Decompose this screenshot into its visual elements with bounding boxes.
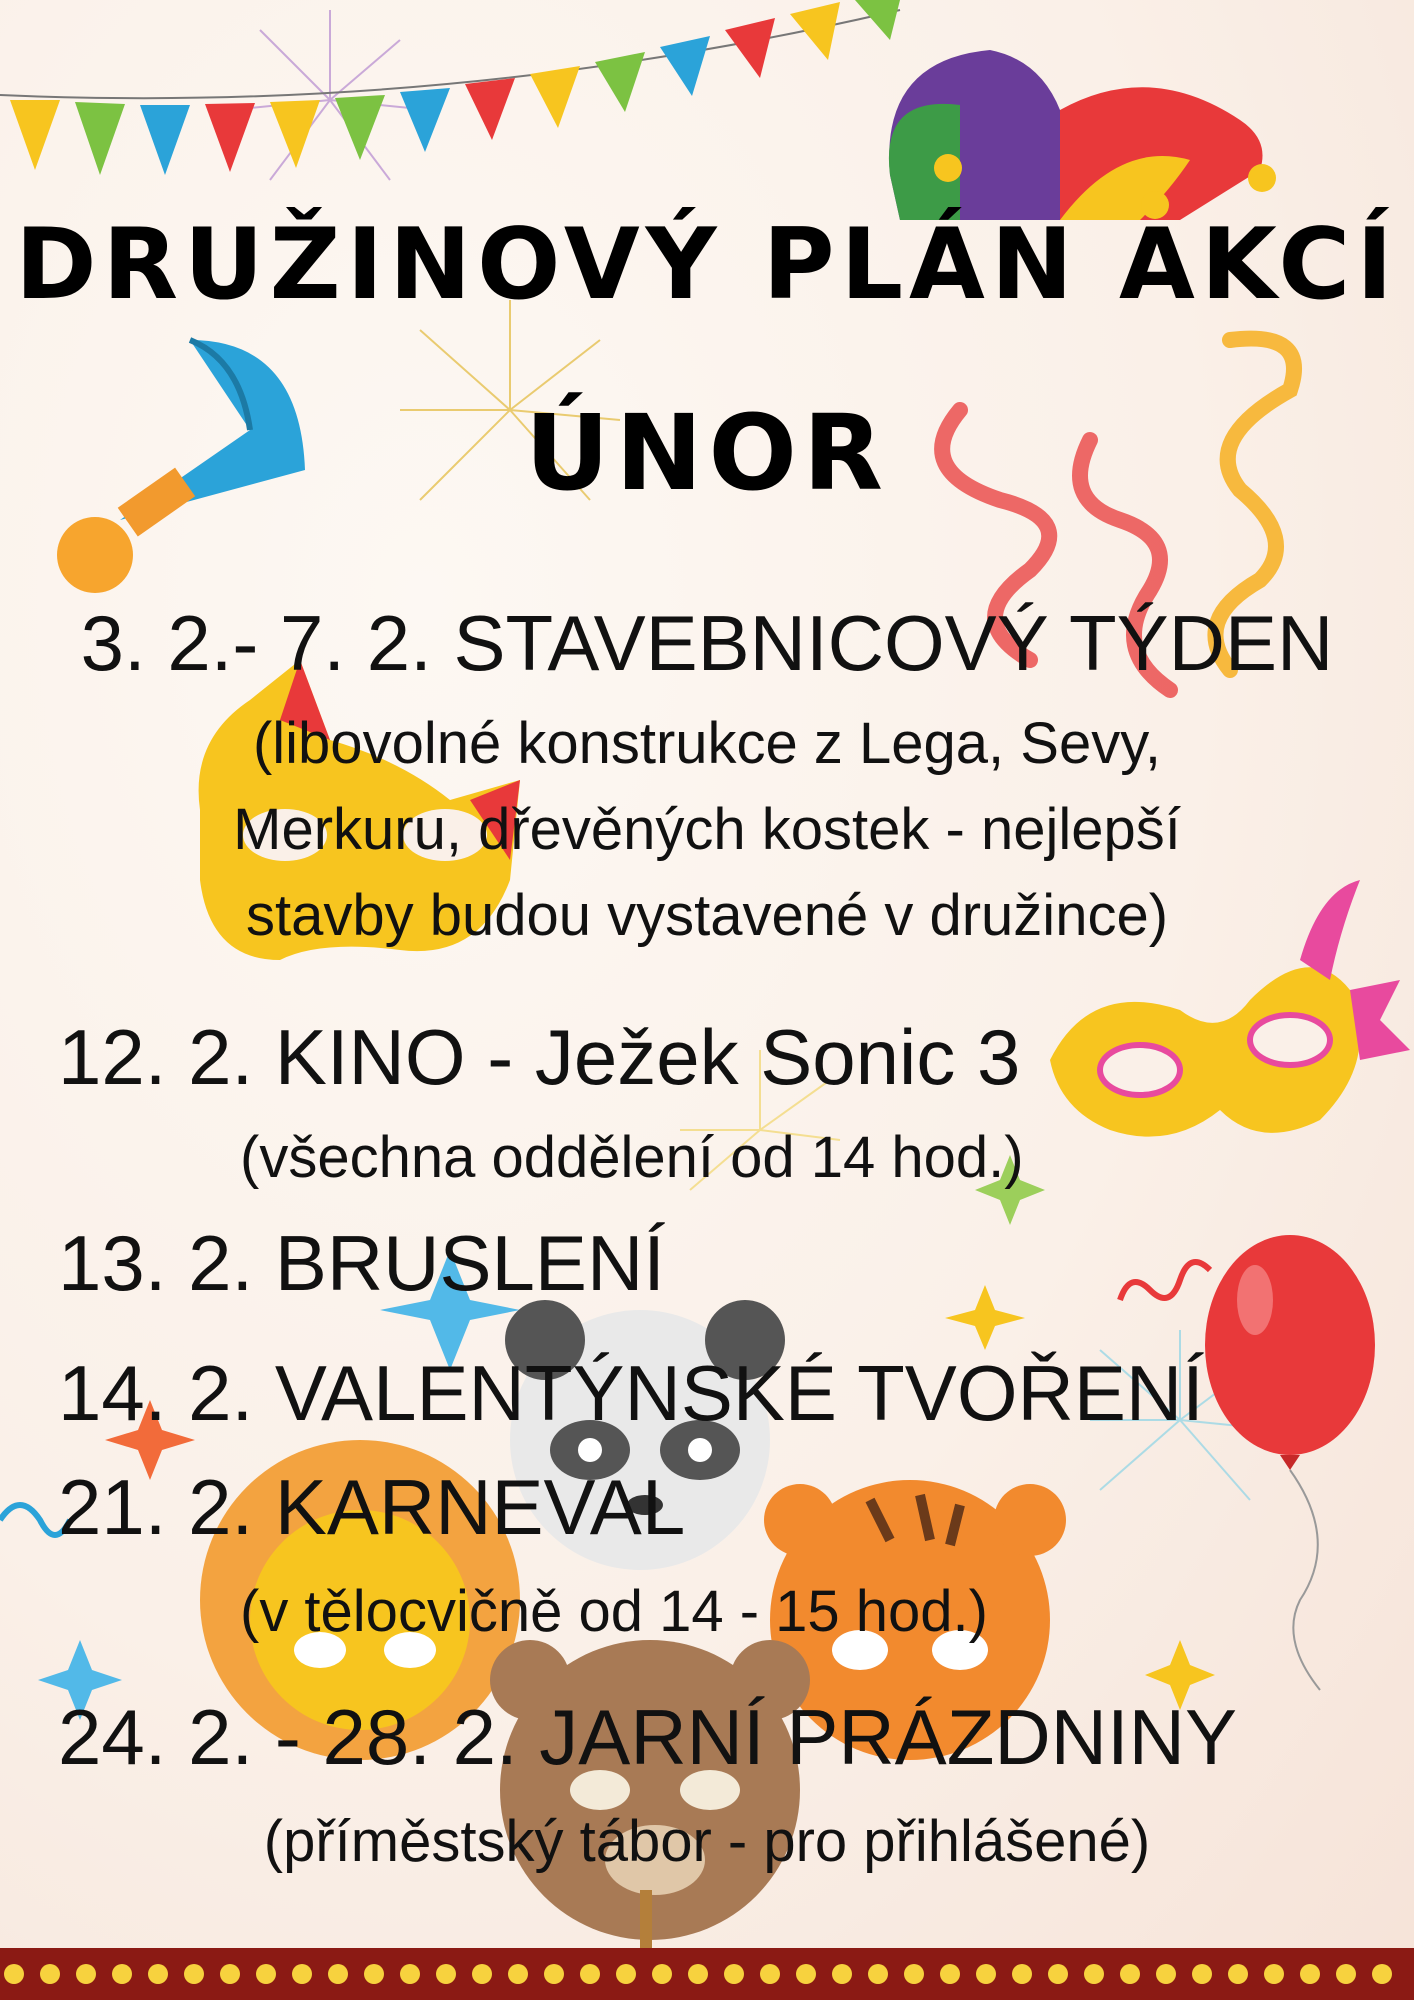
- light-bulb-icon: [220, 1964, 240, 1984]
- event-detail: stavby budou vystavené v družince): [245, 883, 1169, 948]
- light-bulb-icon: [292, 1964, 312, 1984]
- light-bulb-icon: [112, 1964, 132, 1984]
- event-heading: 3. 2.- 7. 2. STAVEBNICOVÝ TÝDEN: [80, 599, 1334, 687]
- light-bulb-icon: [76, 1964, 96, 1984]
- page-subtitle: ÚNOR: [525, 392, 889, 514]
- light-bulb-icon: [400, 1964, 420, 1984]
- light-bulb-icon: [652, 1964, 672, 1984]
- light-bulb-icon: [4, 1964, 24, 1984]
- light-bulb-icon: [1192, 1964, 1212, 1984]
- jester-hat-icon: [889, 50, 1276, 220]
- event-detail: (libovolné konstrukce z Lega, Sevy,: [252, 711, 1162, 776]
- light-bulb-icon: [940, 1964, 960, 1984]
- light-bulb-icon: [1300, 1964, 1320, 1984]
- light-bulb-icon: [1048, 1964, 1068, 1984]
- event-detail: (v tělocvičně od 14 - 15 hod.): [240, 1579, 988, 1644]
- light-bulb-icon: [148, 1964, 168, 1984]
- light-bulb-icon: [1120, 1964, 1140, 1984]
- light-bulb-icon: [688, 1964, 708, 1984]
- firework-icon: [230, 10, 430, 180]
- event-heading: 12. 2. KINO - Ježek Sonic 3: [58, 1013, 1021, 1101]
- event-detail: (příměstský tábor - pro přihlášené): [263, 1809, 1151, 1874]
- light-bulb-icon: [580, 1964, 600, 1984]
- light-bulb-icon: [1336, 1964, 1356, 1984]
- light-bulb-icon: [1372, 1964, 1392, 1984]
- light-bulb-icon: [256, 1964, 276, 1984]
- light-bulb-icon: [364, 1964, 384, 1984]
- event-detail: (všechna oddělení od 14 hod.): [240, 1125, 1024, 1190]
- light-bulb-icon: [328, 1964, 348, 1984]
- page-title: DRUŽINOVÝ PLÁN AKCÍ: [15, 208, 1399, 322]
- light-bulb-icon: [40, 1964, 60, 1984]
- light-bulb-icon: [976, 1964, 996, 1984]
- light-bulb-icon: [616, 1964, 636, 1984]
- event-heading: 14. 2. VALENTÝNSKÉ TVOŘENÍ: [58, 1349, 1204, 1437]
- light-bulb-icon: [544, 1964, 564, 1984]
- serpentine-icon: [1120, 1262, 1210, 1300]
- light-bulb-icon: [436, 1964, 456, 1984]
- event-detail: Merkuru, dřevěných kostek - nejlepší: [233, 797, 1181, 862]
- event-heading: 13. 2. BRUSLENÍ: [58, 1219, 665, 1307]
- light-bulb-icon: [1228, 1964, 1248, 1984]
- light-bulb-icon: [1012, 1964, 1032, 1984]
- event-heading: 24. 2. - 28. 2. JARNÍ PRÁZDNINY: [58, 1693, 1238, 1781]
- light-bulb-icon: [796, 1964, 816, 1984]
- event-heading: 21. 2. KARNEVAL: [58, 1463, 686, 1551]
- light-bulb-icon: [508, 1964, 528, 1984]
- light-bulb-icon: [1156, 1964, 1176, 1984]
- light-bulb-icon: [832, 1964, 852, 1984]
- light-bulb-icon: [724, 1964, 744, 1984]
- light-bulbs-strip-icon: [0, 1948, 1414, 2000]
- light-bulb-icon: [760, 1964, 780, 1984]
- bunting-icon: [0, 0, 900, 175]
- light-bulb-icon: [184, 1964, 204, 1984]
- light-bulb-icon: [472, 1964, 492, 1984]
- light-bulb-icon: [1084, 1964, 1104, 1984]
- light-bulb-icon: [1264, 1964, 1284, 1984]
- balloon-icon: [1205, 1235, 1375, 1690]
- light-bulb-icon: [868, 1964, 888, 1984]
- light-bulb-icon: [904, 1964, 924, 1984]
